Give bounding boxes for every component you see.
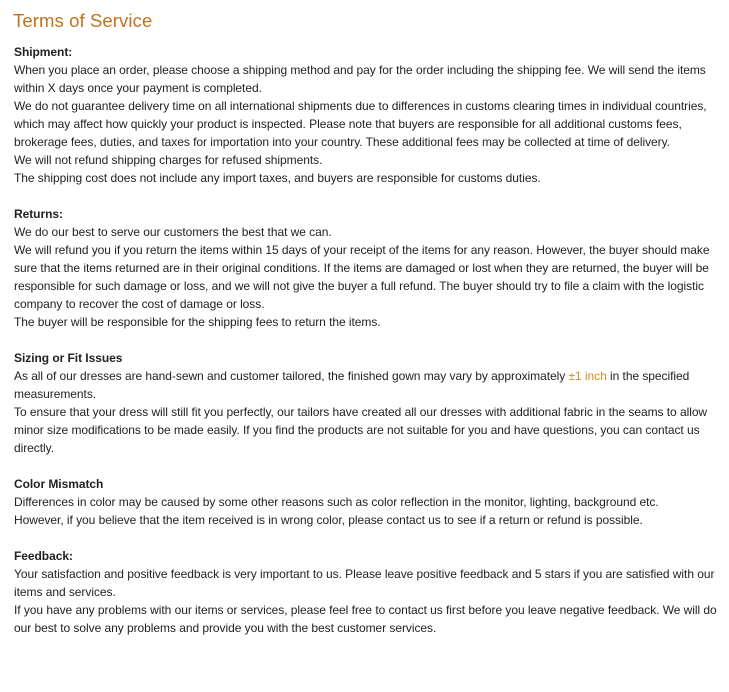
sizing-intro-text-end: in the specified measurements. [14,369,690,401]
section-shipment [14,43,721,187]
section-heading: Feedback: [14,549,73,563]
sizing-intro-text: As all of our dresses are hand-sewn and customer tailored, the finished gown may vary by approximately [14,369,569,383]
section-paragraph: When you place an order, please choose a shipping method and pay for the order including the shipping fee. We will send the items within X days once your payment is completed. [14,63,706,95]
section-heading: Shipment: [14,45,73,59]
section-heading: Color Mismatch [14,477,104,491]
section-heading: Returns: [14,207,63,221]
section-sizing [14,349,721,457]
section-heading: Sizing or Fit Issues [14,351,123,365]
section-paragraph: Your satisfaction and positive feedback is very important to us. Please leave positive feedback and 5 stars if you are satisfied with our items and services. [14,567,715,599]
section-paragraph: We will not refund shipping charges for refused shipments. [14,153,323,167]
section-paragraph: We do not guarantee delivery time on all international shipments due to differences in customs clearing times in individual countries, which may affect how quickly your product is inspected. Please note that buyers are responsible for all additional customs fees, brokerage fees, duties, and taxes for importation into your country. These additional fees may be collected at time of delivery. [14,99,707,149]
tolerance-highlight: ±1 inch [568,369,607,383]
terms-content [14,43,721,637]
section-color-mismatch [14,475,721,529]
section-feedback [14,547,721,637]
section-paragraph: We do our best to serve our customers the best that we can. [14,225,332,239]
section-paragraph: The shipping cost does not include any import taxes, and buyers are responsible for customs duties. [14,171,541,185]
section-paragraph: We will refund you if you return the items within 15 days of your receipt of the items for any reason. However, the buyer should make sure that the items returned are in their original conditions. If the items are damaged or lost when they are returned, the buyer will be responsible for such damage or loss, and we will not give the buyer a full refund. The buyer should try to file a claim with the logistic company to recover the cost of damage or loss. [14,243,710,311]
sizing-intro-paragraph [14,367,721,403]
section-paragraph: Differences in color may be caused by some other reasons such as color reflection in the monitor, lighting, background etc. [14,495,659,509]
section-paragraph: The buyer will be responsible for the shipping fees to return the items. [14,315,381,329]
page-title: Terms of Service [13,10,153,31]
section-returns [14,205,721,331]
section-paragraph: However, if you believe that the item received is in wrong color, please contact us to see if a return or refund is possible. [14,513,643,527]
section-paragraph: If you have any problems with our items or services, please feel free to contact us first before you leave negative feedback. We will do our best to solve any problems and provide you with the best customer services. [14,603,717,635]
section-paragraph: To ensure that your dress will still fit you perfectly, our tailors have created all our dresses with additional fabric in the seams to allow minor size modifications to be made easily. If you find the products are not suitable for you and have questions, you can contact us directly. [14,405,708,455]
